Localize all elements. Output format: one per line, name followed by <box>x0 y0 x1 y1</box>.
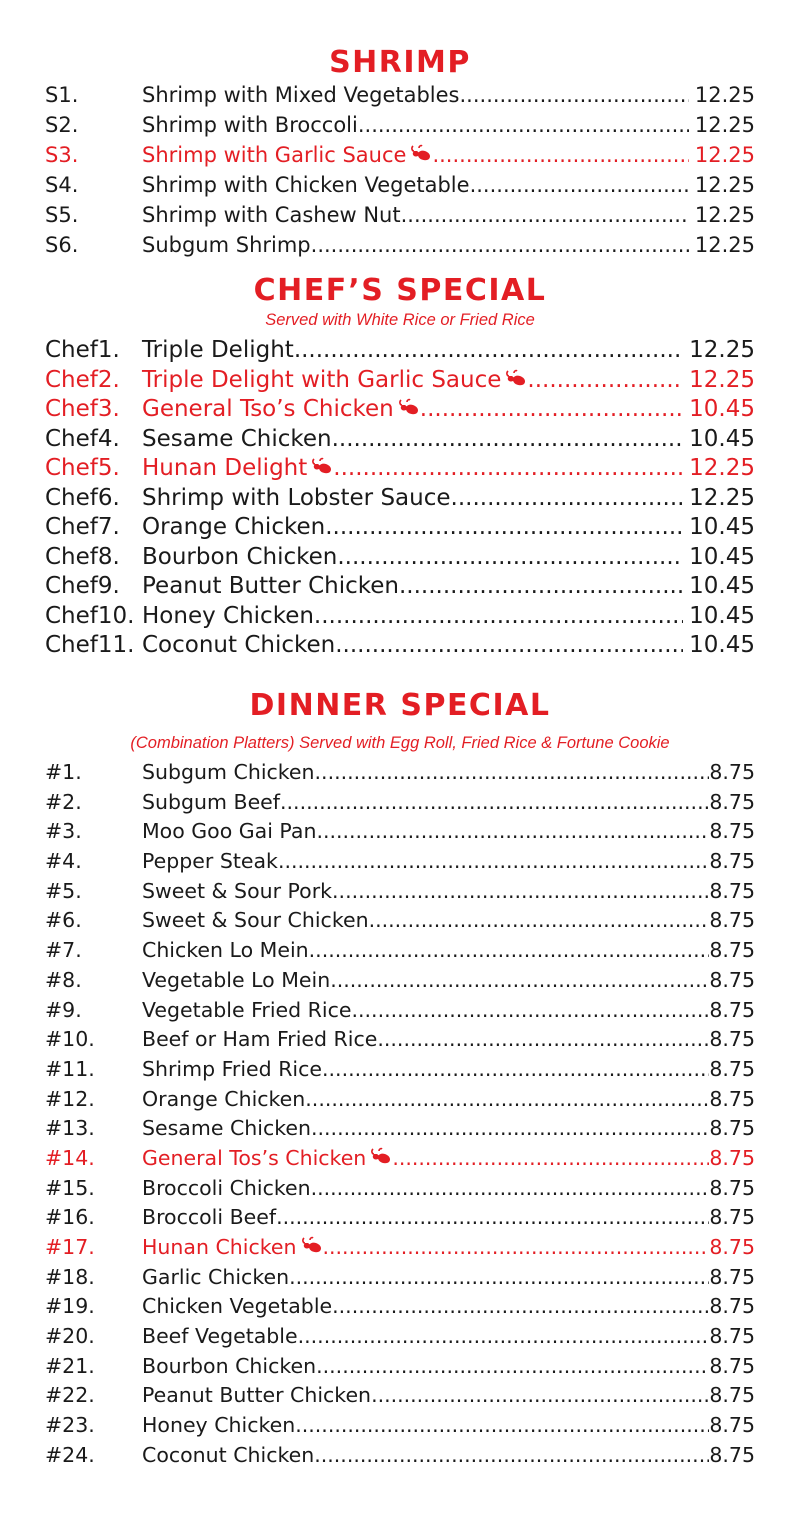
dot-leader <box>392 1144 709 1174</box>
menu-item-number: Chef9. <box>45 573 120 599</box>
menu-item-name: Shrimp with Chicken Vegetable <box>142 173 470 197</box>
dot-leader <box>323 1233 710 1263</box>
dinner-special-section-title: DINNER SPECIAL <box>249 688 551 723</box>
menu-item-number: S4. <box>45 173 79 197</box>
menu-item-row <box>45 906 755 936</box>
menu-item-price: 12.25 <box>694 113 755 137</box>
menu-item-row <box>45 366 755 396</box>
dot-leader <box>358 110 689 140</box>
dinner-special-menu-list <box>45 758 755 1471</box>
menu-item-name: Honey Chicken <box>142 1413 296 1438</box>
menu-item-price: 8.75 <box>709 1235 755 1259</box>
dot-leader <box>460 80 689 110</box>
menu-item-price: 8.75 <box>709 1264 755 1289</box>
menu-item-name: Subgum Chicken <box>142 760 315 784</box>
dot-leader <box>311 1114 709 1144</box>
menu-item-name: Shrimp with Mixed Vegetables <box>142 83 460 107</box>
menu-item-number: Chef6. <box>45 484 120 511</box>
dot-leader <box>305 1085 709 1115</box>
menu-item-row <box>45 80 755 110</box>
menu-item-name: Honey Chicken <box>142 602 314 629</box>
menu-item-price: 8.75 <box>709 878 755 903</box>
dot-leader <box>451 484 684 514</box>
menu-item-name: Hunan Delight <box>142 455 308 481</box>
menu-item-price: 8.75 <box>709 1027 755 1052</box>
menu-item-number: #3. <box>45 819 82 844</box>
menu-item-price: 8.75 <box>709 1294 755 1319</box>
menu-item-number: #24. <box>45 1442 95 1467</box>
menu-item-row <box>45 1233 755 1263</box>
dot-leader <box>401 200 689 230</box>
menu-item-row <box>45 1203 755 1233</box>
menu-item-price: 12.25 <box>694 233 755 257</box>
shrimp-section-title: SHRIMP <box>329 45 471 80</box>
menu-item-price: 10.45 <box>689 632 755 658</box>
menu-item-price: 12.25 <box>689 484 755 511</box>
menu-item-number: #5. <box>45 878 82 903</box>
menu-item-number: #12. <box>45 1086 95 1111</box>
menu-item-name: Sesame Chicken <box>142 1116 311 1141</box>
menu-item-name: Broccoli Chicken <box>142 1175 311 1200</box>
menu-item-price: 12.25 <box>694 173 755 197</box>
menu-item-price: 8.75 <box>709 938 755 963</box>
menu-item-name: Shrimp with Cashew Nut <box>142 203 401 227</box>
menu-item-name: Chicken Vegetable <box>142 1294 333 1319</box>
dot-leader <box>280 788 709 818</box>
shrimp-menu-list <box>45 80 755 260</box>
menu-item-name: Moo Goo Gai Pan <box>142 819 317 844</box>
menu-item-name: Triple Delight <box>142 337 294 363</box>
menu-item-number: #22. <box>45 1383 95 1408</box>
menu-item-price: 10.45 <box>689 514 755 540</box>
menu-item-price: 10.45 <box>689 602 755 629</box>
menu-item-row <box>45 484 755 514</box>
menu-item-name: Beef or Ham Fried Rice <box>142 1027 378 1052</box>
chefs-special-subtitle: Served with White Rice or Fried Rice <box>265 311 535 329</box>
dot-leader <box>420 395 683 425</box>
menu-item-row <box>45 966 755 996</box>
dot-leader <box>315 758 710 788</box>
dot-leader <box>314 602 683 632</box>
menu-item-name: Orange Chicken <box>142 514 326 540</box>
dot-leader <box>311 1174 710 1204</box>
dot-leader <box>276 1203 709 1233</box>
menu-item-row <box>45 543 755 573</box>
menu-item-name: Sesame Chicken <box>142 425 332 452</box>
menu-item-name: Vegetable Fried Rice <box>142 997 352 1022</box>
menu-item-name: Orange Chicken <box>142 1086 306 1111</box>
menu-item-number: #21. <box>45 1353 95 1378</box>
dot-leader <box>330 966 709 996</box>
menu-item-price: 10.45 <box>689 573 755 599</box>
menu-item-row <box>45 631 755 661</box>
menu-item-price: 8.75 <box>709 1175 755 1200</box>
hot-pepper-icon <box>301 1236 323 1254</box>
menu-item-number: #23. <box>45 1413 95 1438</box>
dot-leader <box>369 906 710 936</box>
menu-item-price: 8.75 <box>709 967 755 992</box>
dot-leader <box>314 1441 709 1471</box>
dot-leader <box>332 877 709 907</box>
menu-item-name: Bourbon Chicken <box>142 1353 317 1378</box>
menu-item-name: Chicken Lo Mein <box>142 938 309 963</box>
hot-pepper-icon <box>410 144 432 162</box>
dot-leader <box>278 847 709 877</box>
menu-item-name: Shrimp with Lobster Sauce <box>142 484 451 511</box>
menu-item-row <box>45 1025 755 1055</box>
menu-item-row <box>45 758 755 788</box>
menu-item-name: Shrimp with Garlic Sauce <box>142 143 407 167</box>
menu-item-number: S6. <box>45 233 79 257</box>
menu-item-price: 8.75 <box>709 1205 755 1230</box>
menu-item-number: #2. <box>45 789 82 814</box>
dot-leader <box>337 543 683 573</box>
dot-leader <box>295 1411 709 1441</box>
menu-item-name: Sweet & Sour Chicken <box>142 908 369 933</box>
menu-item-name: Shrimp with Broccoli <box>142 113 358 137</box>
menu-item-name: General Tos’s Chicken <box>142 1145 367 1170</box>
menu-item-price: 8.75 <box>709 1086 755 1111</box>
dot-leader <box>332 425 684 455</box>
menu-item-number: Chef11. <box>45 632 135 658</box>
chefs-special-menu-list <box>45 336 755 661</box>
menu-item-price: 8.75 <box>709 1353 755 1378</box>
dot-leader <box>335 631 683 661</box>
dot-leader <box>316 1352 709 1382</box>
menu-item-row <box>45 847 755 877</box>
menu-item-price: 8.75 <box>709 1383 755 1408</box>
hot-pepper-icon <box>505 369 527 387</box>
menu-item-price: 12.25 <box>689 337 755 363</box>
menu-item-row <box>45 200 755 230</box>
menu-item-row <box>45 1114 755 1144</box>
menu-item-name: Hunan Chicken <box>142 1235 297 1259</box>
menu-item-number: #8. <box>45 967 82 992</box>
menu-item-number: Chef8. <box>45 543 120 570</box>
dot-leader <box>309 936 710 966</box>
menu-item-price: 12.25 <box>689 366 755 393</box>
menu-item-name: Broccoli Beef <box>142 1205 277 1230</box>
hot-pepper-icon <box>370 1147 392 1165</box>
menu-item-number: #9. <box>45 997 82 1022</box>
menu-item-row <box>45 1381 755 1411</box>
menu-item-row <box>45 877 755 907</box>
menu-item-number: Chef3. <box>45 396 120 422</box>
menu-item-row <box>45 513 755 543</box>
menu-item-name: Subgum Beef <box>142 789 281 814</box>
menu-item-row <box>45 602 755 632</box>
menu-item-row <box>45 1411 755 1441</box>
menu-item-name: Coconut Chicken <box>142 632 336 658</box>
menu-item-price: 10.45 <box>689 425 755 452</box>
dot-leader <box>333 454 683 484</box>
menu-item-name: Bourbon Chicken <box>142 543 338 570</box>
dot-leader <box>311 230 689 260</box>
menu-item-name: General Tso’s Chicken <box>142 396 394 422</box>
menu-item-number: #7. <box>45 938 82 963</box>
menu-item-number: Chef7. <box>45 514 120 540</box>
menu-item-name: Peanut Butter Chicken <box>142 573 399 599</box>
menu-item-number: Chef5. <box>45 455 120 481</box>
menu-item-row <box>45 996 755 1026</box>
dot-leader <box>470 170 689 200</box>
menu-item-number: #11. <box>45 1056 95 1081</box>
menu-item-number: #18. <box>45 1264 95 1289</box>
menu-item-row <box>45 140 755 170</box>
menu-item-price: 8.75 <box>709 908 755 933</box>
menu-item-row <box>45 395 755 425</box>
hot-pepper-icon <box>398 398 420 416</box>
menu-item-number: S3. <box>45 143 79 167</box>
menu-item-name: Pepper Steak <box>142 849 278 874</box>
dot-leader <box>322 1055 709 1085</box>
menu-item-price: 8.75 <box>709 760 755 784</box>
menu-item-row <box>45 336 755 366</box>
menu-item-row <box>45 936 755 966</box>
menu-item-number: #13. <box>45 1116 95 1141</box>
menu-item-number: #20. <box>45 1324 95 1349</box>
menu-item-row <box>45 1085 755 1115</box>
menu-item-row <box>45 1352 755 1382</box>
dot-leader <box>289 1263 709 1293</box>
menu-item-number: #15. <box>45 1175 95 1200</box>
menu-item-number: #19. <box>45 1294 95 1319</box>
menu-item-row <box>45 1263 755 1293</box>
menu-item-number: #6. <box>45 908 82 933</box>
menu-item-number: #10. <box>45 1027 95 1052</box>
menu-item-row <box>45 425 755 455</box>
menu-item-number: S1. <box>45 83 79 107</box>
menu-item-price: 8.75 <box>709 819 755 844</box>
menu-item-number: #1. <box>45 760 82 784</box>
menu-item-name: Garlic Chicken <box>142 1264 290 1289</box>
dot-leader <box>298 1322 710 1352</box>
menu-item-row <box>45 1322 755 1352</box>
menu-item-price: 8.75 <box>709 1056 755 1081</box>
dot-leader <box>432 140 688 170</box>
menu-item-price: 10.45 <box>689 396 755 422</box>
menu-item-name: Sweet & Sour Pork <box>142 878 333 903</box>
menu-item-price: 8.75 <box>709 849 755 874</box>
menu-item-number: S5. <box>45 203 79 227</box>
menu-item-number: S2. <box>45 113 79 137</box>
menu-item-price: 12.25 <box>694 143 755 167</box>
menu-item-name: Vegetable Lo Mein <box>142 967 331 992</box>
dot-leader <box>316 817 709 847</box>
menu-item-name: Triple Delight with Garlic Sauce <box>142 366 502 393</box>
menu-item-name: Coconut Chicken <box>142 1442 315 1467</box>
menu-item-number: #17. <box>45 1235 95 1259</box>
menu-item-row <box>45 170 755 200</box>
menu-item-name: Shrimp Fried Rice <box>142 1056 323 1081</box>
menu-item-price: 12.25 <box>694 83 755 107</box>
menu-item-price: 12.25 <box>694 203 755 227</box>
menu-item-number: #4. <box>45 849 82 874</box>
menu-item-row <box>45 1174 755 1204</box>
dot-leader <box>371 1381 709 1411</box>
dot-leader <box>325 513 683 543</box>
dinner-special-subtitle: (Combination Platters) Served with Egg Roll, Fried Rice & Fortune Cookie <box>130 734 670 752</box>
menu-item-row <box>45 230 755 260</box>
dot-leader <box>332 1292 709 1322</box>
menu-item-number: Chef4. <box>45 425 120 452</box>
menu-item-row <box>45 1055 755 1085</box>
menu-item-row <box>45 788 755 818</box>
menu-item-row <box>45 1144 755 1174</box>
dot-leader <box>527 366 683 396</box>
menu-item-price: 8.75 <box>709 1116 755 1141</box>
dot-leader <box>399 572 683 602</box>
menu-item-number: Chef2. <box>45 366 120 393</box>
menu-item-row <box>45 110 755 140</box>
menu-item-row <box>45 454 755 484</box>
menu-item-name: Subgum Shrimp <box>142 233 311 257</box>
menu-item-row <box>45 572 755 602</box>
menu-item-row <box>45 1292 755 1322</box>
menu-item-price: 8.75 <box>709 1442 755 1467</box>
dot-leader <box>352 996 710 1026</box>
dot-leader <box>377 1025 709 1055</box>
menu-item-row <box>45 1441 755 1471</box>
menu-item-price: 8.75 <box>709 1413 755 1438</box>
menu-item-number: Chef10. <box>45 602 135 629</box>
menu-item-number: #16. <box>45 1205 95 1230</box>
menu-item-row <box>45 817 755 847</box>
menu-item-price: 8.75 <box>709 997 755 1022</box>
menu-item-price: 12.25 <box>689 455 755 481</box>
menu-item-price: 8.75 <box>709 1145 755 1170</box>
menu-item-name: Peanut Butter Chicken <box>142 1383 372 1408</box>
menu-item-name: Beef Vegetable <box>142 1324 298 1349</box>
chefs-special-section-title: CHEF’S SPECIAL <box>253 273 547 308</box>
menu-item-price: 8.75 <box>709 789 755 814</box>
menu-item-price: 10.45 <box>689 543 755 570</box>
dot-leader <box>294 336 683 366</box>
menu-item-number: Chef1. <box>45 337 120 363</box>
menu-item-price: 8.75 <box>709 1324 755 1349</box>
hot-pepper-icon <box>311 457 333 475</box>
menu-item-number: #14. <box>45 1145 95 1170</box>
